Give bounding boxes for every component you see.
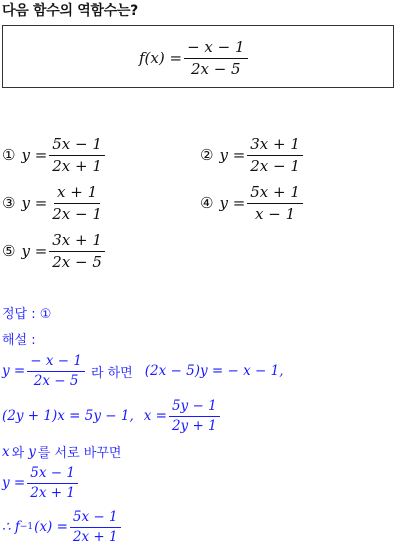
choice-2-mark: ② (200, 146, 214, 164)
choice-1-mark: ① (2, 146, 16, 164)
choice-1[interactable] (2, 136, 107, 174)
sol2-equation: (2y + 1)x = 5y − 1, (2, 408, 134, 425)
choice-1-lhs: y = (21, 146, 48, 164)
choice-4-fraction (247, 184, 303, 222)
solution-line-1 (2, 354, 283, 389)
choice-4[interactable] (200, 184, 305, 222)
sol5-mid: (x) = (34, 519, 68, 536)
solution-line-4 (2, 466, 80, 501)
given-function (139, 39, 250, 77)
sol4-fraction (27, 466, 78, 501)
given-function-box (2, 25, 394, 88)
sol3-particle: 와 (11, 446, 25, 461)
given-lhs: f(x) = (139, 49, 183, 67)
choice-5-mark: ⑤ (2, 242, 16, 260)
choice-5-numerator: 3x + 1 (49, 232, 105, 252)
sol1-text: 라 하면 (90, 365, 133, 381)
choice-5-fraction (49, 232, 105, 270)
choice-3-denominator: 2x − 1 (52, 204, 102, 223)
sol1-denominator: 2x − 5 (33, 372, 79, 389)
sol2-fraction (169, 399, 220, 434)
choice-5-denominator: 2x − 5 (52, 252, 102, 271)
choice-4-lhs: y = (219, 194, 246, 212)
choice-1-numerator: 5x − 1 (49, 136, 105, 156)
answer-label: 정답 : ① (2, 307, 52, 322)
solution-line-3 (2, 442, 125, 461)
choice-1-fraction (49, 136, 105, 174)
sol3-var-y: y (28, 443, 36, 460)
sol5-numerator: 5x − 1 (70, 510, 121, 528)
sol4-denominator: 2x + 1 (30, 484, 75, 501)
given-fraction (184, 39, 247, 77)
question-text: 다음 함수의 역함수는? (2, 3, 138, 19)
solution-line-2 (2, 399, 222, 434)
sol4-lhs: y = (2, 475, 26, 492)
choice-2-fraction (247, 136, 303, 174)
choice-4-numerator: 5x + 1 (247, 184, 303, 204)
sol2-denominator: 2y + 1 (171, 417, 217, 434)
choice-2[interactable] (200, 136, 305, 174)
choice-2-lhs: y = (219, 146, 246, 164)
sol5-denominator: 2x + 1 (72, 528, 118, 545)
sol1-numerator: − x − 1 (27, 354, 85, 372)
choice-4-denominator: x − 1 (255, 204, 296, 223)
sol2-numerator: 5y − 1 (169, 399, 220, 417)
sol5-superscript: −1 (19, 522, 34, 533)
sol1-fraction (27, 354, 85, 389)
explanation-label: 해설 : (2, 333, 36, 348)
sol3-text: 를 서로 바꾸면 (37, 446, 122, 461)
choice-2-numerator: 3x + 1 (247, 136, 303, 156)
choice-3-mark: ③ (2, 194, 16, 212)
choice-5-lhs: y = (21, 242, 48, 260)
solution-line-5 (2, 510, 123, 545)
given-numerator: − x − 1 (184, 39, 247, 59)
choice-4-mark: ④ (200, 194, 214, 212)
sol3-var-x: x (2, 443, 10, 460)
sol2-lhs: x = (143, 408, 167, 425)
choice-1-denominator: 2x + 1 (52, 156, 102, 175)
choice-3-fraction (49, 184, 105, 222)
sol5-lhs: ∴ f (2, 519, 20, 536)
sol1-tail: (2x − 5)y = − x − 1, (144, 363, 284, 380)
sol1-lhs: y = (2, 363, 26, 380)
choice-2-denominator: 2x − 1 (250, 156, 300, 175)
sol5-fraction (70, 510, 121, 545)
choice-5[interactable] (2, 232, 107, 270)
given-denominator: 2x − 5 (190, 59, 241, 78)
choice-3[interactable] (2, 184, 107, 222)
choice-3-numerator: x + 1 (54, 184, 100, 204)
choice-3-lhs: y = (21, 194, 48, 212)
sol4-numerator: 5x − 1 (27, 466, 78, 484)
